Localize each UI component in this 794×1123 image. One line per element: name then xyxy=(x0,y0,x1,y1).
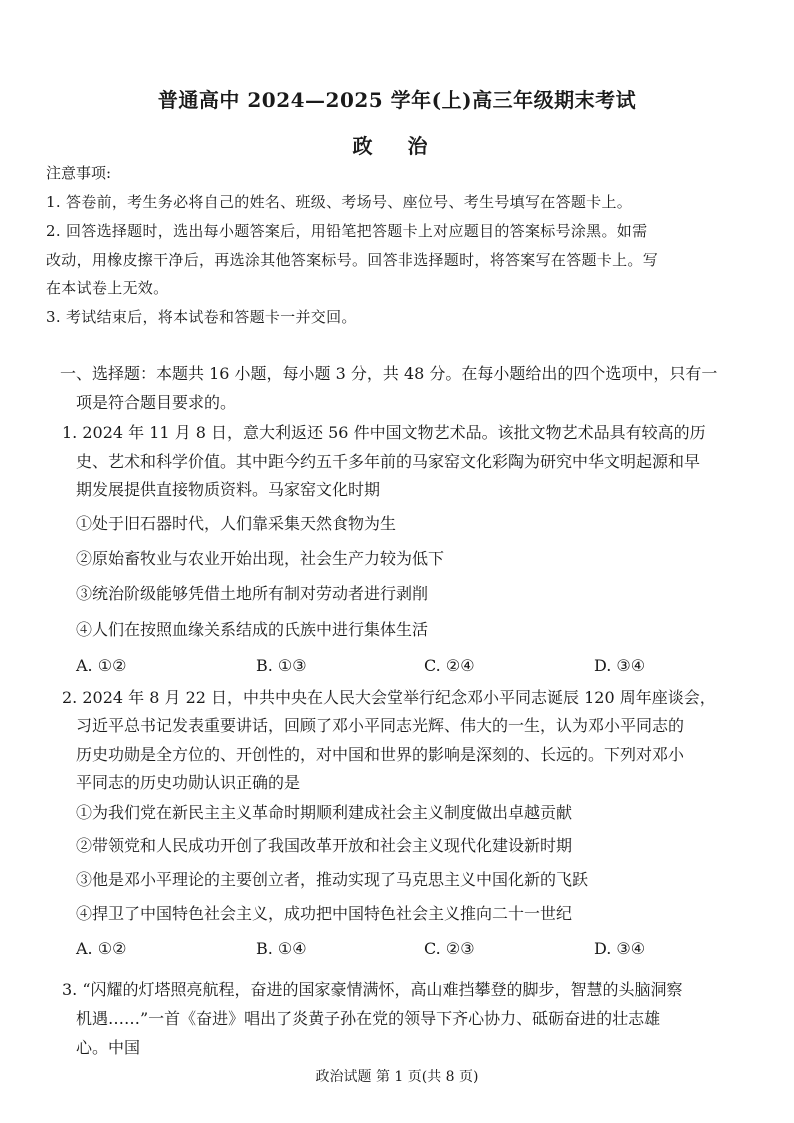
q2-option-2: ②带领党和人民成功开创了我国改革开放和社会主义现代化建设新时期 xyxy=(76,836,573,855)
question-2-line-2: 习近平总书记发表重要讲话，回顾了邓小平同志光辉、伟大的一生，认为邓小平同志的 xyxy=(76,716,685,735)
q2-choice-a: A. ①② xyxy=(76,939,127,958)
page-footer: 政治试题 第 1 页(共 8 页) xyxy=(315,1069,479,1085)
question-3-line-2: 机遇……”一首《奋进》唱出了炎黄子孙在党的领导下齐心协力、砥砺奋进的壮志雄 xyxy=(76,1009,661,1028)
question-2-line-4: 平同志的历史功勋认识正确的是 xyxy=(76,773,301,792)
q2-choice-d: D. ③④ xyxy=(594,939,646,958)
notice-item-1: 1. 答卷前，考生务必将自己的姓名、班级、考场号、座位号、考生号填写在答题卡上。 xyxy=(46,193,633,211)
q2-option-4: ④捍卫了中国特色社会主义，成功把中国特色社会主义推向二十一世纪 xyxy=(76,904,573,923)
q1-choice-c: C. ②④ xyxy=(424,656,475,675)
question-1-line-2: 史、艺术和科学价值。其中距今约五千多年前的马家窑文化彩陶为研究中华文明起源和早 xyxy=(76,452,701,471)
notice-item-3: 3. 考试结束后，将本试卷和答题卡一并交回。 xyxy=(46,308,357,326)
q1-option-4: ④人们在按照血缘关系结成的氏族中进行集体生活 xyxy=(76,620,429,639)
notice-item-2-end: 在本试卷上无效。 xyxy=(46,279,169,297)
question-3-line-3: 心。中国 xyxy=(76,1038,141,1057)
exam-title: 普通高中 2024—2025 学年(上)高三年级期末考试 xyxy=(157,88,637,112)
question-3-line-1: 3. “闪耀的灯塔照亮航程，奋进的国家豪情满怀，高山难挡攀登的脚步，智慧的头脑洞察 xyxy=(62,980,683,999)
q1-choice-b: B. ①③ xyxy=(256,656,307,675)
section-heading-cont: 项是符合题目要求的。 xyxy=(76,393,237,412)
q2-choice-b: B. ①④ xyxy=(256,939,307,958)
q2-choices xyxy=(76,937,716,961)
q2-choice-c: C. ②③ xyxy=(424,939,475,958)
notice-item-2-cont: 改动，用橡皮擦干净后，再选涂其他答案标号。回答非选择题时，将答案写在答题卡上。写 xyxy=(46,251,659,269)
q2-option-1: ①为我们党在新民主主义革命时期顺利建成社会主义制度做出卓越贡献 xyxy=(76,803,573,822)
q1-choice-a: A. ①② xyxy=(76,656,127,675)
notice-heading: 注意事项: xyxy=(46,164,112,182)
q1-choices xyxy=(76,654,716,678)
q1-option-2: ②原始畜牧业与农业开始出现，社会生产力较为低下 xyxy=(76,549,445,568)
q2-option-3: ③他是邓小平理论的主要创立者，推动实现了马克思主义中国化新的飞跃 xyxy=(76,870,589,889)
question-1-line-1: 1. 2024 年 11 月 8 日，意大利返还 56 件中国文物艺术品。该批文物艺术品具有较高的历 xyxy=(62,423,706,442)
q1-option-3: ③统治阶级能够凭借土地所有制对劳动者进行剥削 xyxy=(76,584,429,603)
question-1-line-3: 期发展提供直接物质资料。马家窑文化时期 xyxy=(76,480,381,499)
q1-choice-d: D. ③④ xyxy=(594,656,646,675)
question-2-line-1: 2. 2024 年 8 月 22 日，中共中央在人民大会堂举行纪念邓小平同志诞辰 120 周年座谈会， xyxy=(62,688,716,707)
section-heading: 一、选择题：本题共 16 小题，每小题 3 分，共 48 分。在每小题给出的四个选项中，只有一 xyxy=(60,364,718,383)
subject-title: 政 治 xyxy=(352,134,442,158)
q1-option-1: ①处于旧石器时代，人们靠采集天然食物为生 xyxy=(76,514,397,533)
question-2-line-3: 历史功勋是全方位的、开创性的，对中国和世界的影响是深刻的、长远的。下列对邓小 xyxy=(76,745,685,764)
notice-item-2: 2. 回答选择题时，选出每小题答案后，用铅笔把答题卡上对应题目的答案标号涂黑。如需 xyxy=(46,222,648,240)
